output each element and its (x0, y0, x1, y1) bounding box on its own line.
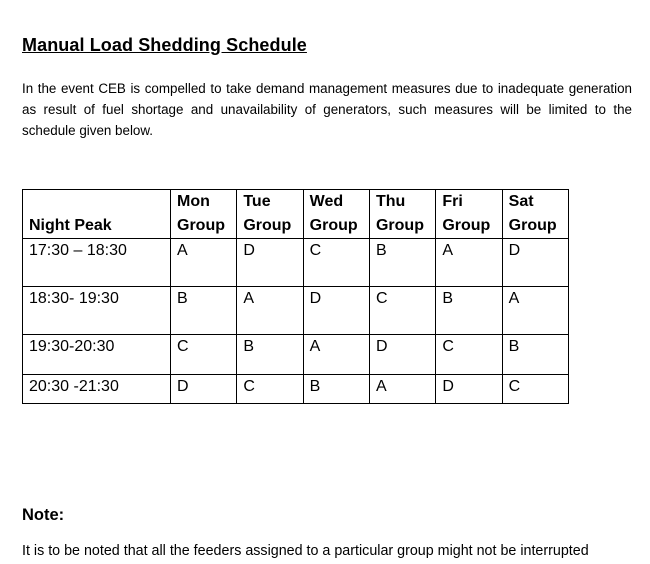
group-cell: B (171, 287, 237, 335)
group-cell: D (502, 239, 568, 287)
day-sublabel: Group (309, 217, 358, 234)
group-cell: D (436, 375, 502, 404)
group-cell: C (237, 375, 303, 404)
day-label: Tue (243, 193, 271, 210)
load-shedding-table (22, 189, 569, 404)
note-text: It is to be noted that all the feeders assigned to a particular group might not be interrupted (22, 543, 589, 559)
document-title: Manual Load Shedding Schedule (22, 35, 307, 55)
group-cell: B (303, 375, 369, 404)
intro-paragraph: In the event CEB is compelled to take demand management measures due to inadequate generation as result of fuel shortage and unavailability of generators, such measures will be limited to the schedule given below. (22, 81, 632, 138)
day-label: Wed (309, 193, 344, 210)
table-row (23, 335, 569, 375)
day-sublabel: Group (177, 217, 225, 234)
note-heading: Note: (22, 506, 65, 524)
group-cell: B (502, 335, 568, 375)
time-slot-cell: 17:30 – 18:30 (23, 239, 171, 287)
group-cell: C (303, 239, 369, 287)
group-cell: A (171, 239, 237, 287)
group-cell: A (502, 287, 568, 335)
group-cell: C (436, 335, 502, 375)
table-row (23, 287, 569, 335)
day-header-fri (436, 190, 502, 239)
day-header-sat (502, 190, 568, 239)
group-cell: A (436, 239, 502, 287)
time-slot-cell: 18:30- 19:30 (23, 287, 171, 335)
corner-label: Night Peak (29, 217, 112, 234)
group-cell: C (171, 335, 237, 375)
day-header-mon (171, 190, 237, 239)
table-row (23, 239, 569, 287)
group-cell: C (369, 287, 435, 335)
day-sublabel: Group (442, 217, 491, 234)
time-slot-cell: 19:30-20:30 (23, 335, 171, 375)
group-cell: B (237, 335, 303, 375)
day-header-tue (237, 190, 303, 239)
group-cell: A (369, 375, 435, 404)
group-cell: B (369, 239, 435, 287)
day-sublabel: Group (243, 217, 292, 234)
table-header-row (23, 190, 569, 239)
day-label: Sat (508, 193, 534, 210)
day-sublabel: Group (508, 217, 557, 234)
group-cell: D (237, 239, 303, 287)
group-cell: B (436, 287, 502, 335)
day-header-thu (369, 190, 435, 239)
day-label: Mon (177, 193, 210, 210)
group-cell: D (171, 375, 237, 404)
group-cell: C (502, 375, 568, 404)
time-slot-cell: 20:30 -21:30 (23, 375, 171, 404)
day-sublabel: Group (375, 217, 424, 234)
group-cell: A (303, 335, 369, 375)
day-label: Thu (375, 193, 406, 210)
table-row (23, 375, 569, 404)
group-cell: A (237, 287, 303, 335)
day-header-wed (303, 190, 369, 239)
corner-header (23, 190, 171, 239)
group-cell: D (369, 335, 435, 375)
group-cell: D (303, 287, 369, 335)
day-label: Fri (442, 193, 463, 210)
